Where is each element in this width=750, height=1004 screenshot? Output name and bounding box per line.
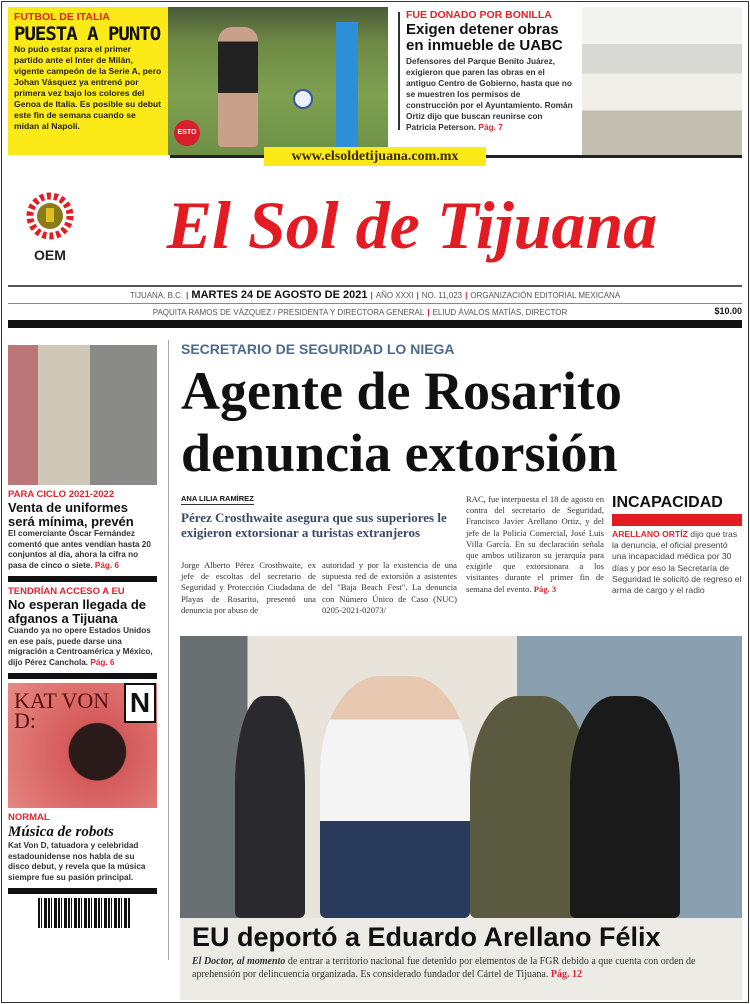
issue-number: NO. 11,023 xyxy=(421,291,463,300)
dateline: TIJUANA, B.C. | MARTES 24 DE AGOSTO DE 2021 | AÑO XXXI | NO. 11,023 | ORGANIZACIÓN EDITORIAL MEXICANA xyxy=(129,289,621,301)
masked-agent-figure xyxy=(570,696,680,918)
page-ref: Pág. 7 xyxy=(478,122,503,132)
sidebar-text: dijo que tras la denuncia, el oficial presentó una incapacidad médica por 30 días y por eso la Secretaría de Seguridad le solicitó de regreso el arma de cargo y el radio xyxy=(612,529,742,596)
kicker: NORMAL xyxy=(8,812,50,823)
main-headline[interactable]: Agente de Rosarito denuncia extorsión xyxy=(181,361,622,483)
svg-text:OEM: OEM xyxy=(34,247,66,263)
organization: ORGANIZACIÓN EDITORIAL MEXICANA xyxy=(470,291,621,300)
staff-line: PAQUITA RAMOS DE VÁZQUEZ / PRESIDENTA Y DIRECTORA GENERAL | ELIUD ÁVALOS MATÍAS, DIRECTOR xyxy=(152,308,568,317)
ball xyxy=(293,89,313,109)
sun-emblem-icon xyxy=(22,188,82,266)
left-column xyxy=(8,345,157,928)
story-text: Kat Von D, tatuadora y celebridad estadounidense nos habla de su disco debut, y revela que la música siempre fue su pasión principal. xyxy=(8,841,146,882)
website-url[interactable]: www.elsoldetijuana.com.mx xyxy=(264,147,486,166)
bottom-headline[interactable]: EU deportó a Eduardo Arellano Félix xyxy=(192,922,661,952)
article-column-2: autoridad y por la existencia de una supuesta red de extorsión a asistentes del "Baja Beach Fest". La denuncia con Número Único de Caso (NUC) 0205-2021-02073/ xyxy=(322,560,457,615)
magazine-logo: N xyxy=(124,683,156,723)
main-kicker: SECRETARIO DE SEGURIDAD LO NIEGA xyxy=(181,341,455,357)
article-column-3 xyxy=(466,494,604,595)
black-bar xyxy=(8,320,742,328)
headline: PUESTA A PUNTO xyxy=(14,23,161,45)
oem-logo xyxy=(22,188,82,266)
column-text: RAC, fue interpuesta el 18 de agosto en contra del secretario de Seguridad, Francisco Javier Arellano Ortiz, y del jefe de la Policía Comercial, José Luis Villa García. En su declaración señala que ambos utilizaron su jerarquía para exigirle que extorsionara a los visitantes durante el primer fin de semana del evento. xyxy=(466,494,604,594)
headline: Venta de uniformes será mínima, prevén xyxy=(8,500,134,529)
left-story-uniforms[interactable] xyxy=(8,489,157,571)
director: ELIUD ÁVALOS MATÍAS, DIRECTOR xyxy=(432,308,568,317)
headline: Exigen detener obras en inmueble de UABC xyxy=(406,21,563,54)
rule xyxy=(8,303,742,304)
article-column-1: Jorge Alberto Pérez Crosthwaite, ex jefe de escoltas del secretario de Seguridad y Protección Ciudadana de Playas de Rosarito, presentó una denuncia por abuso de xyxy=(181,560,316,615)
column-divider xyxy=(168,340,169,960)
story-text: de entrar a territorio nacional fue detenido por elementos de la FGR debido a que cuenta con orden de aprehensión por delincuencia organizada. Es considerado fundador del Cártel de Tijuana. xyxy=(192,956,696,980)
page-ref: Pág. 6 xyxy=(90,657,115,667)
lead: El Doctor, al momento xyxy=(192,956,286,967)
page-ref: Pág. 6 xyxy=(94,560,120,570)
headline: No esperan llegada de afganos a Tijuana xyxy=(8,597,146,626)
kicker: PARA CICLO 2021-2022 xyxy=(8,489,115,500)
soccer-photo xyxy=(168,7,388,155)
kicker: FUTBOL DE ITALIA xyxy=(14,11,110,23)
headline: Música de robots xyxy=(8,824,114,840)
teaser-text: No pudo estar para el primer partido ante el Inter de Milán, vigente campeón de la Serie A, pero Johan Vásquez ya entrenó por primera vez bajo los colores del Genoa de Italia. Es posible su debut este fin de semana cuando se midan al Napoli. xyxy=(14,44,162,131)
detainee-figure xyxy=(320,676,470,918)
subhead: Pérez Crosthwaite asegura que sus superiores le exigieron extorsionar a turistas extranjeros xyxy=(181,510,447,540)
byline: ANA LILIA RAMÍREZ xyxy=(181,494,254,503)
city: TIJUANA, B.C. xyxy=(129,291,184,300)
bottom-text xyxy=(192,956,734,981)
rule xyxy=(8,285,742,287)
teaser-text: Defensores del Parque Benito Juárez, exigieron que paren las obras en el antiguo Centro de Gobierno, hasta que no se muestren los permisos de construcción por el Ayuntamiento. Román Ortiz dijo que buscan reunirse con Patricia Peterson. xyxy=(406,56,573,132)
divider xyxy=(8,673,157,679)
sidebar-lead: ARELLANO ORTÍZ xyxy=(612,529,688,539)
story-text: El comerciante Óscar Fernández comentó que antes vendían hasta 20 conjuntos al día, ahora la cifra no pasa de cinco o siete. xyxy=(8,529,151,570)
divider xyxy=(398,12,400,130)
uniforms-photo xyxy=(8,345,157,485)
training-pole xyxy=(336,22,358,152)
left-story-afganos[interactable] xyxy=(8,586,157,668)
year: AÑO XXXI xyxy=(375,291,414,300)
player-figure xyxy=(218,27,258,147)
cover-title: KAT VON D: xyxy=(14,688,110,733)
esto-badge: ESTO xyxy=(174,120,200,146)
top-left-teaser[interactable] xyxy=(8,7,168,155)
agent-figure xyxy=(235,696,305,918)
kicker: TENDRÍAN ACCESO A EU xyxy=(8,586,125,597)
price: $10.00 xyxy=(714,306,742,316)
page-ref: Pág. 3 xyxy=(533,583,557,594)
barcode xyxy=(38,898,130,928)
sidebar-title: INCAPACIDAD xyxy=(612,494,723,511)
divider xyxy=(8,888,157,894)
red-bar xyxy=(612,514,742,526)
divider xyxy=(8,576,157,582)
president: PAQUITA RAMOS DE VÁZQUEZ / PRESIDENTA Y DIRECTORA GENERAL xyxy=(152,308,425,317)
building-photo xyxy=(582,7,742,155)
masthead-title: El Sol de Tijuana xyxy=(166,187,658,263)
date: MARTES 24 DE AGOSTO DE 2021 xyxy=(191,289,368,301)
top-right-teaser[interactable] xyxy=(406,9,574,133)
incapacidad-sidebar xyxy=(612,494,742,596)
story-text: Cuando ya no opere Estados Unidos en ese país, puede darse una migración a Centroamérica y México, dijo Pérez Canchola. xyxy=(8,626,153,667)
left-story-music[interactable] xyxy=(8,812,157,883)
kicker: FUE DONADO POR BONILLA xyxy=(406,9,552,21)
arrest-photo xyxy=(180,636,742,918)
magazine-cover xyxy=(8,683,157,808)
page-ref: Pág. 12 xyxy=(550,968,582,980)
